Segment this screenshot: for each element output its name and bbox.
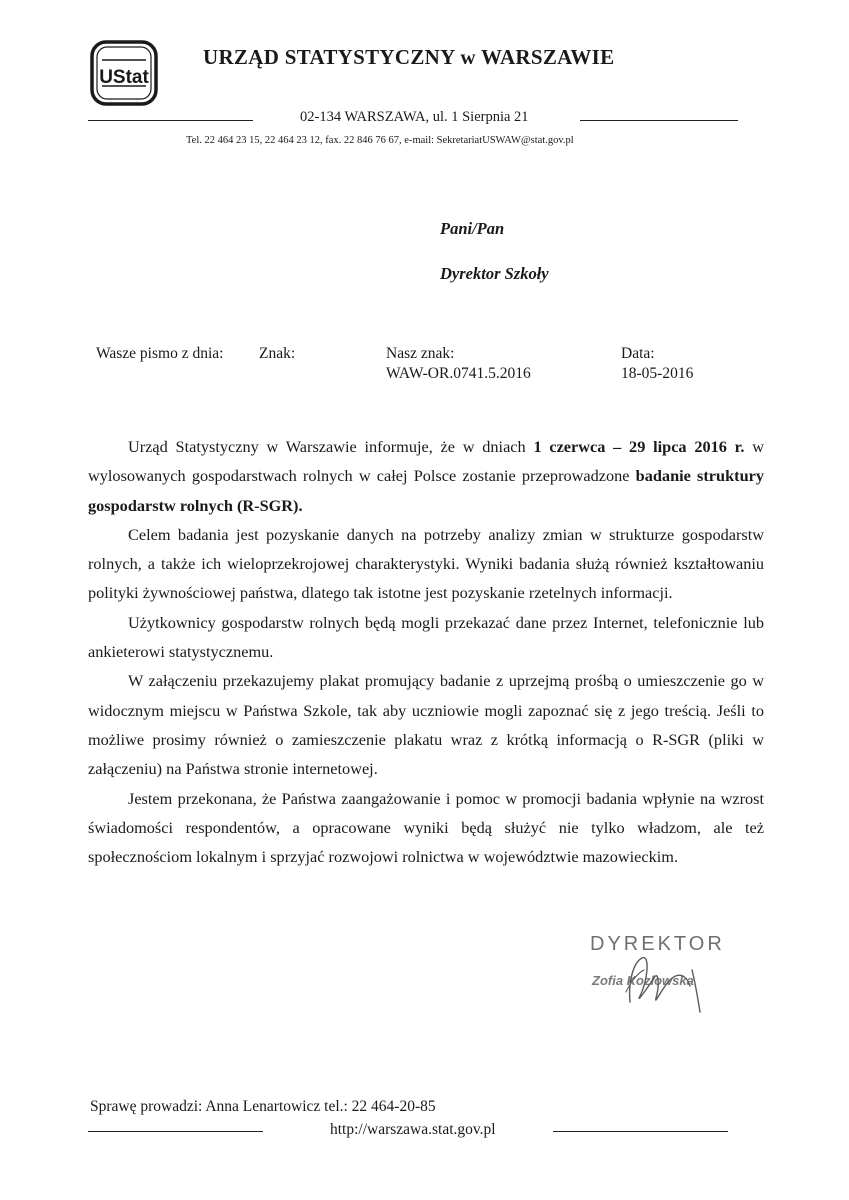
ref-your-letter-label: Wasze pismo z dnia: bbox=[96, 345, 224, 362]
ref-date-value: 18-05-2016 bbox=[621, 365, 694, 382]
footer-website-link[interactable]: http://warszawa.stat.gov.pl bbox=[330, 1121, 496, 1138]
p1-dates: 1 czerwca – 29 lipca 2016 r. bbox=[533, 437, 745, 456]
addressee-line-1: Pani/Pan bbox=[440, 219, 505, 238]
p1-text-a: Urząd Statystyczny w Warszawie informuje, że w dniach bbox=[128, 437, 534, 456]
signature-name: Zofia Kozłowska bbox=[592, 973, 694, 988]
addressee-line-2: Dyrektor Szkoły bbox=[440, 264, 549, 283]
letter-body bbox=[88, 432, 764, 871]
ref-our-sign-label: Nasz znak: bbox=[386, 345, 455, 362]
organization-address: 02-134 WARSZAWA, ul. 1 Sierpnia 21 bbox=[300, 109, 529, 125]
p1-text-c: w wylosowanych gospodarstwach rolnych w całej Polsce zostanie przeprowadzone bbox=[88, 437, 764, 486]
body-paragraph-5: Jestem przekonana, że Państwa zaangażowanie i pomoc w promocji badania wpłynie na wzrost świadomości respondentów, a opracowane wyniki będą służyć nie tylko władzom, ale też społecznościom lokalnym i sprzyjać rozwojowi rolnictwa w województwie mazowieckim. bbox=[88, 788, 764, 867]
ref-date-label: Data: bbox=[621, 345, 655, 362]
handwritten-signature-icon bbox=[600, 940, 730, 1020]
organization-name: URZĄD STATYSTYCZNY w WARSZAWIE bbox=[203, 45, 615, 69]
header-rule-left bbox=[88, 120, 253, 121]
ref-our-sign-value: WAW-OR.0741.5.2016 bbox=[386, 365, 531, 382]
organization-contact: Tel. 22 464 23 15, 22 464 23 12, fax. 22 846 76 67, e-mail: SekretariatUSWAW@stat.gov.pl bbox=[186, 135, 574, 146]
logo-text: UStat bbox=[99, 67, 149, 88]
signature-title: DYREKTOR bbox=[590, 933, 725, 955]
body-paragraph-4: W załączeniu przekazujemy plakat promujący badanie z uprzejmą prośbą o umieszczenie go w widocznym miejscu w Państwa Szkole, tak aby uczniowie mogli zapoznać się z jego treścią. Jeśli to możliwe prosimy również o zamieszczenie plakatu wraz z krótką informacją o R-SGR (pliki w załączeniu) na Państwa stronie internetowej. bbox=[88, 671, 764, 779]
footer-rule-left bbox=[88, 1131, 263, 1132]
p1-survey-name: badanie struktury gospodarstw rolnych (R-SGR). bbox=[88, 466, 764, 515]
header-rule-right bbox=[580, 120, 738, 121]
body-paragraph-1 bbox=[88, 432, 764, 520]
footer-case-handler: Sprawę prowadzi: Anna Lenartowicz tel.: 22 464-20-85 bbox=[90, 1098, 436, 1115]
body-paragraph-3: Użytkownicy gospodarstw rolnych będą mogli przekazać dane przez Internet, telefonicznie lub ankieterowi statystycznemu. bbox=[88, 612, 764, 662]
ustat-logo bbox=[86, 38, 162, 108]
body-paragraph-2: Celem badania jest pozyskanie danych na potrzeby analizy zmian w strukturze gospodarstw rolnych, a także ich wieloprzekrojowej charakterystyki. Wyniki badania służą również kształtowaniu polityki żywnościowej państwa, dlatego tak istotne jest pozyskanie rzetelnych informacji. bbox=[88, 524, 764, 603]
ref-sign-label: Znak: bbox=[259, 345, 296, 362]
footer-rule-right bbox=[553, 1131, 728, 1132]
